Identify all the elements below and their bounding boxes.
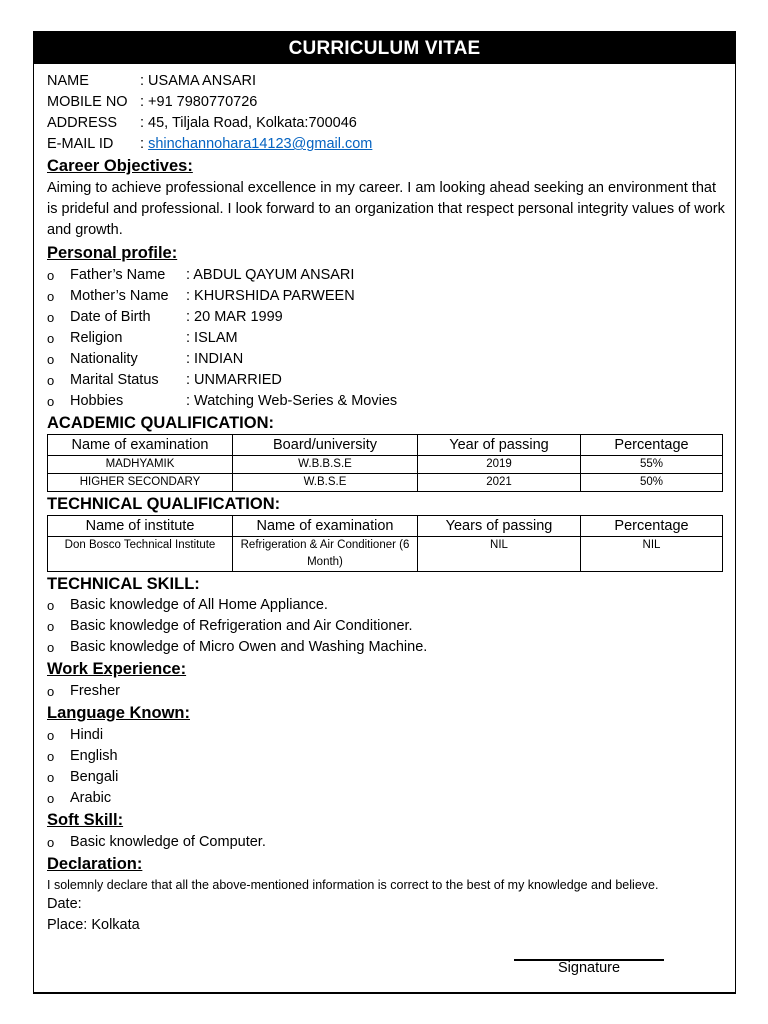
- personal-label: Religion: [70, 330, 123, 346]
- mobile-row: [47, 92, 727, 113]
- bullet-icon: o: [47, 268, 55, 283]
- table-row: [48, 474, 723, 492]
- personal-label: Mother’s Name: [70, 288, 169, 304]
- list-item: [47, 307, 727, 328]
- table-header-row: [48, 516, 723, 537]
- list-item: [47, 746, 727, 767]
- career-heading: Career Objectives:: [47, 157, 193, 175]
- list-item: [47, 616, 727, 637]
- languages-heading: Language Known:: [47, 704, 190, 722]
- language-text: English: [70, 748, 118, 764]
- personal-label: Hobbies: [70, 393, 124, 409]
- cv-content: [47, 71, 727, 936]
- list-item: [47, 681, 727, 702]
- list-item: [47, 788, 727, 809]
- bullet-icon: o: [47, 310, 55, 325]
- skill-text: Basic knowledge of Micro Owen and Washing Machine.: [70, 639, 428, 655]
- list-item: [47, 637, 727, 658]
- personal-value: : Watching Web-Series & Movies: [186, 393, 398, 409]
- list-item: [47, 595, 727, 616]
- table-cell: 50%: [581, 474, 723, 492]
- column-header: Year of passing: [418, 435, 581, 456]
- list-item: [47, 286, 727, 307]
- personal-value: : ABDUL QAYUM ANSARI: [186, 267, 355, 283]
- declaration-heading: Declaration:: [47, 855, 143, 873]
- personal-value: : KHURSHIDA PARWEEN: [186, 288, 355, 304]
- skills-heading: TECHNICAL SKILL:: [47, 575, 200, 593]
- academic-heading: ACADEMIC QUALIFICATION:: [47, 414, 275, 432]
- list-item: [47, 328, 727, 349]
- table-cell: MADHYAMIK: [48, 456, 233, 474]
- table-header-row: [48, 435, 723, 456]
- table-row: [48, 456, 723, 474]
- bullet-icon: o: [47, 598, 55, 613]
- column-header: Percentage: [581, 435, 723, 456]
- table-cell: NIL: [418, 537, 581, 572]
- list-item: [47, 349, 727, 370]
- column-header: Name of examination: [233, 516, 418, 537]
- bullet-icon: o: [47, 352, 55, 367]
- bullet-icon: o: [47, 640, 55, 655]
- skills-list: [47, 595, 727, 658]
- personal-heading: Personal profile:: [47, 244, 178, 262]
- address-value: : 45, Tiljala Road, Kolkata:700046: [140, 115, 357, 131]
- table-cell: 2019: [418, 456, 581, 474]
- technical-table: [47, 515, 723, 572]
- skill-text: Basic knowledge of Refrigeration and Air Conditioner.: [70, 618, 413, 634]
- column-header: Name of examination: [48, 435, 233, 456]
- language-text: Hindi: [70, 727, 104, 743]
- column-header: Years of passing: [418, 516, 581, 537]
- personal-list: [47, 265, 727, 412]
- soft-list: [47, 832, 727, 853]
- table-cell: 55%: [581, 456, 723, 474]
- bullet-icon: o: [47, 619, 55, 634]
- name-value: : USAMA ANSARI: [140, 73, 257, 89]
- table-cell: Don Bosco Technical Institute: [48, 537, 233, 572]
- list-item: [47, 725, 727, 746]
- email-link[interactable]: shinchannohara14123@gmail.com: [148, 136, 373, 152]
- table-row: [48, 537, 723, 572]
- soft-heading: Soft Skill:: [47, 811, 124, 829]
- name-row: [47, 71, 727, 92]
- list-item: [47, 370, 727, 391]
- career-text: Aiming to achieve professional excellence in my career. I am looking ahead seeking an environment that is prideful and professional. I look forward to an organization that respect personal integrity values of work and growth.: [47, 180, 725, 238]
- address-label: ADDRESS: [47, 115, 118, 131]
- declaration-text: I solemnly declare that all the above-mentioned information is correct to the best of my knowledge and believe.: [47, 878, 659, 892]
- place-line: Place: Kolkata: [47, 917, 140, 933]
- personal-value: : INDIAN: [186, 351, 244, 367]
- bullet-icon: o: [47, 749, 55, 764]
- academic-table: [47, 434, 723, 492]
- bullet-icon: o: [47, 791, 55, 806]
- work-list: [47, 681, 727, 702]
- personal-label: Date of Birth: [70, 309, 151, 325]
- bullet-icon: o: [47, 684, 55, 699]
- bullet-icon: o: [47, 289, 55, 304]
- skill-text: Basic knowledge of All Home Appliance.: [70, 597, 328, 613]
- languages-list: [47, 725, 727, 809]
- personal-label: Father’s Name: [70, 267, 166, 283]
- bullet-icon: o: [47, 331, 55, 346]
- personal-label: Marital Status: [70, 372, 159, 388]
- bullet-icon: o: [47, 770, 55, 785]
- email-row: [47, 134, 727, 155]
- list-item: [47, 832, 727, 853]
- mobile-label: MOBILE NO: [47, 94, 128, 110]
- email-label: E-MAIL ID: [47, 136, 114, 152]
- column-header: Name of institute: [48, 516, 233, 537]
- email-colon: :: [140, 136, 149, 152]
- personal-value: : UNMARRIED: [186, 372, 282, 388]
- work-heading: Work Experience:: [47, 660, 187, 678]
- soft-text: Basic knowledge of Computer.: [70, 834, 266, 850]
- cv-title: CURRICULUM VITAE: [34, 32, 735, 64]
- bullet-icon: o: [47, 373, 55, 388]
- personal-value: : ISLAM: [186, 330, 238, 346]
- table-cell: W.B.B.S.E: [233, 456, 418, 474]
- table-cell: Refrigeration & Air Conditioner (6 Month): [233, 537, 418, 572]
- bullet-icon: o: [47, 728, 55, 743]
- list-item: [47, 391, 727, 412]
- list-item: [47, 265, 727, 286]
- table-cell: HIGHER SECONDARY: [48, 474, 233, 492]
- signature-label: Signature: [558, 960, 621, 976]
- personal-label: Nationality: [70, 351, 138, 367]
- table-cell: 2021: [418, 474, 581, 492]
- column-header: Board/university: [233, 435, 418, 456]
- name-label: NAME: [47, 73, 89, 89]
- list-item: [47, 767, 727, 788]
- language-text: Bengali: [70, 769, 119, 785]
- column-header: Percentage: [581, 516, 723, 537]
- technical-heading: TECHNICAL QUALIFICATION:: [47, 495, 281, 513]
- cv-page: [33, 31, 736, 994]
- address-row: [47, 113, 727, 134]
- table-cell: NIL: [581, 537, 723, 572]
- date-line: Date:: [47, 896, 82, 912]
- table-cell: W.B.S.E: [233, 474, 418, 492]
- bullet-icon: o: [47, 835, 55, 850]
- language-text: Arabic: [70, 790, 112, 806]
- mobile-value: : +91 7980770726: [140, 94, 258, 110]
- personal-value: : 20 MAR 1999: [186, 309, 283, 325]
- work-text: Fresher: [70, 683, 120, 699]
- bullet-icon: o: [47, 394, 55, 409]
